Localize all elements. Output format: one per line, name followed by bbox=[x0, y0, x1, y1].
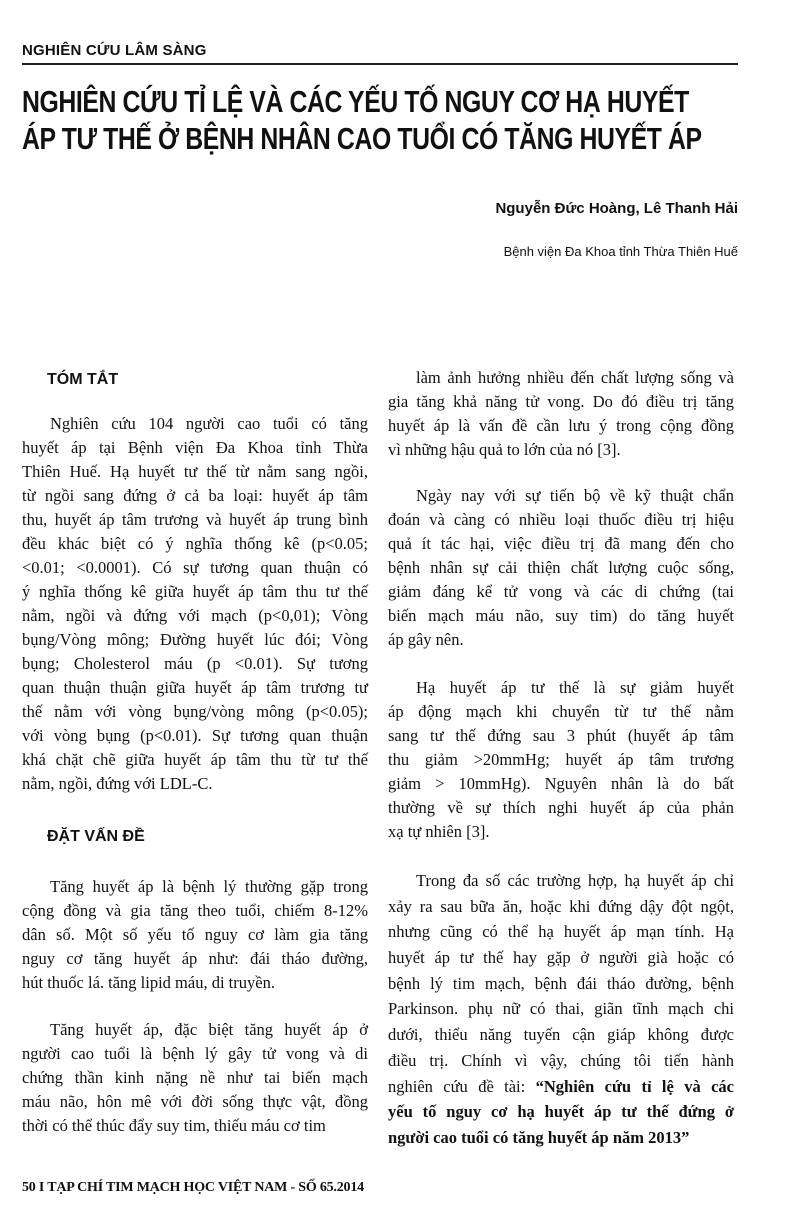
intro-heading: ĐẶT VẤN ĐỀ bbox=[47, 828, 145, 845]
text-line: nguy cơ tăng huyết áp như: đái tháo đường, bbox=[22, 949, 368, 968]
text-line: làm ảnh hưởng nhiều đến chất lượng sống và bbox=[416, 368, 734, 387]
bold-title-segment: người cao tuổi có tăng huyết áp năm 2013” bbox=[388, 1127, 690, 1147]
text-line: hút thuốc lá. tăng lipid máu, di truyền. bbox=[22, 973, 275, 992]
text-line: Nghiên cứu 104 người cao tuổi có tăng bbox=[50, 414, 368, 433]
abstract-paragraph bbox=[22, 412, 368, 796]
text-line: gia tăng khả năng tử vong. Do đó điều trị tăng bbox=[388, 392, 734, 411]
text-line: huyết áp tư thế hay gặp ở người già hoặc có bbox=[388, 948, 734, 968]
text-line: vì những hậu quả to lớn của nó [3]. bbox=[388, 440, 621, 459]
text-line bbox=[388, 1099, 734, 1125]
text-line: với vòng bụng (p<0.01). Sự tương quan thuận bbox=[22, 726, 368, 745]
text-line: Parkinson. phụ nữ có thai, giãn tĩnh mạch chi bbox=[388, 999, 734, 1019]
abstract-heading: TÓM TẮT bbox=[47, 371, 119, 388]
text-line: Hạ huyết áp tư thế là sự giảm huyết bbox=[416, 678, 734, 697]
header-rule bbox=[22, 63, 738, 65]
text-line: giảm > 10mmHg). Nguyên nhân là do bất bbox=[388, 774, 734, 793]
text-line: sang tư thế đứng sau 3 phút (huyết áp tâm bbox=[388, 726, 734, 745]
text-line: người cao tuổi là bệnh lý gây tử vong và di bbox=[22, 1044, 368, 1063]
text-line: máu não, hôn mê với đời sống thực vật, đồng bbox=[22, 1092, 368, 1111]
text-line: bệnh lý tim mạch, bệnh đái tháo đường, bệnh bbox=[388, 973, 734, 993]
section-label: NGHIÊN CỨU LÂM SÀNG bbox=[22, 42, 207, 59]
bold-title-segment: “Nghiên cứu tỉ lệ và các bbox=[535, 1076, 734, 1096]
text-line: bụng/Vòng mông; Đường huyết lúc đói; Vòng bbox=[22, 630, 368, 649]
text-line: khá chặt chẽ giữa huyết áp tâm thu từ tư thế bbox=[22, 750, 368, 769]
right-paragraph-2 bbox=[388, 484, 734, 652]
text-line: giảm đáng kể tử vong và các di chứng (tai bbox=[388, 582, 734, 601]
text-line: nhưng cũng có thể hạ huyết áp mạn tính. Hạ bbox=[388, 922, 734, 942]
text-line: dân số. Một số yếu tố nguy cơ làm gia tăng bbox=[22, 925, 368, 944]
text-line: Thiên Huế. Hạ huyết tư thế từ nằm sang ngồi, bbox=[22, 462, 368, 481]
text-line: huyết áp tại Bệnh viện Đa Khoa tỉnh Thừa bbox=[22, 438, 368, 457]
page-footer: 50 I TẠP CHÍ TIM MẠCH HỌC VIỆT NAM - SỐ 65.2014 bbox=[22, 1180, 364, 1195]
text-line: áp gây nên. bbox=[388, 630, 464, 649]
text-line: thời có thể thúc đẩy suy tim, thiếu máu cơ tim bbox=[22, 1116, 326, 1135]
affiliation: Bệnh viện Đa Khoa tỉnh Thừa Thiên Huế bbox=[503, 244, 738, 259]
text-line: xạ tự nhiên [3]. bbox=[388, 822, 490, 841]
right-paragraph-1 bbox=[388, 366, 734, 462]
text-line: cộng đồng và gia tăng theo tuổi, chiếm 8-12% bbox=[22, 901, 368, 920]
intro-paragraph-2 bbox=[22, 1018, 368, 1138]
intro-paragraph-1 bbox=[22, 875, 368, 995]
text-line: quan thuận thuận giữa huyết áp tâm trương tư bbox=[22, 678, 368, 697]
text-line: đoán và càng có nhiều loại thuốc điều trị hiệu bbox=[388, 510, 734, 529]
right-paragraph-3 bbox=[388, 676, 734, 844]
right-paragraph-4 bbox=[388, 868, 734, 1151]
text-line: từ ngồi sang đứng ở cả ba loại: huyết áp tâm bbox=[22, 486, 368, 505]
bold-title-segment: yếu tố nguy cơ hạ huyết áp tư thế đứng ở bbox=[388, 1102, 734, 1122]
text-line: chứng thần kinh nặng nề như tai biến mạch bbox=[22, 1068, 368, 1087]
text-line: áp động mạch khi chuyển từ tư thế nằm bbox=[388, 702, 734, 721]
authors: Nguyễn Đức Hoàng, Lê Thanh Hải bbox=[495, 200, 738, 217]
text-line: nằm, ngồi và đứng với mạch (p<0,01); Vòng bbox=[22, 606, 368, 625]
text-line bbox=[388, 1074, 734, 1100]
text-line: bệnh nhân sự cải thiện chất lượng cuộc sống, bbox=[388, 558, 734, 577]
article-title-line-2: ÁP TƯ THẾ Ở BỆNH NHÂN CAO TUỔI CÓ TĂNG HUYẾT ÁP bbox=[22, 121, 702, 156]
text-line: thu giảm >20mmHg; huyết áp tâm trương bbox=[388, 750, 734, 769]
text-line bbox=[388, 1125, 734, 1151]
text-line: Trong đa số các trường hợp, hạ huyết áp chỉ bbox=[416, 871, 734, 890]
article-title-line-1: NGHIÊN CỨU TỈ LỆ VÀ CÁC YẾU TỐ NGUY CƠ HẠ HUYẾT bbox=[22, 84, 689, 119]
text-line: dưới, thiểu năng tuyến cận giáp không được bbox=[388, 1025, 734, 1045]
text-line: ý nghĩa thống kê giữa huyết áp tâm thu tư thế bbox=[22, 582, 368, 601]
text-line: Tăng huyết áp, đặc biệt tăng huyết áp ở bbox=[50, 1020, 368, 1039]
text-line: bụng; Cholesterol máu (p <0.01). Sự tương bbox=[22, 654, 368, 673]
text-line: đều khác biệt có ý nghĩa thống kê (p<0.05; bbox=[22, 534, 368, 553]
text-segment: nghiên cứu đề tài: bbox=[388, 1076, 536, 1096]
text-line: nằm, ngồi, đứng với LDL-C. bbox=[22, 774, 213, 793]
text-line: Tăng huyết áp là bệnh lý thường gặp trong bbox=[50, 877, 368, 896]
text-line: điều trị. Chính vì vậy, chúng tôi tiến hành bbox=[388, 1050, 734, 1070]
text-line: xảy ra sau bữa ăn, hoặc khi đứng dậy đột ngột, bbox=[388, 896, 734, 916]
text-line: thường về sự thích nghi huyết áp của phản bbox=[388, 798, 734, 817]
text-line: <0.01; <0.0001). Có sự tương quan thuận có bbox=[22, 558, 368, 577]
text-line: biến mạch máu não, suy tim) do tăng huyết bbox=[388, 606, 734, 625]
text-line: quả ít tác hại, việc điều trị đã mang đến cho bbox=[388, 534, 734, 553]
text-line: Ngày nay với sự tiến bộ về kỹ thuật chẩn bbox=[416, 486, 734, 505]
text-line: thu, huyết áp tâm trương và huyết áp trung bình bbox=[22, 510, 368, 529]
text-line: thế nằm với vòng bụng/vòng mông (p<0.05); bbox=[22, 702, 368, 721]
text-line: huyết áp là vấn đề cần lưu ý trong cộng đồng bbox=[388, 416, 734, 435]
